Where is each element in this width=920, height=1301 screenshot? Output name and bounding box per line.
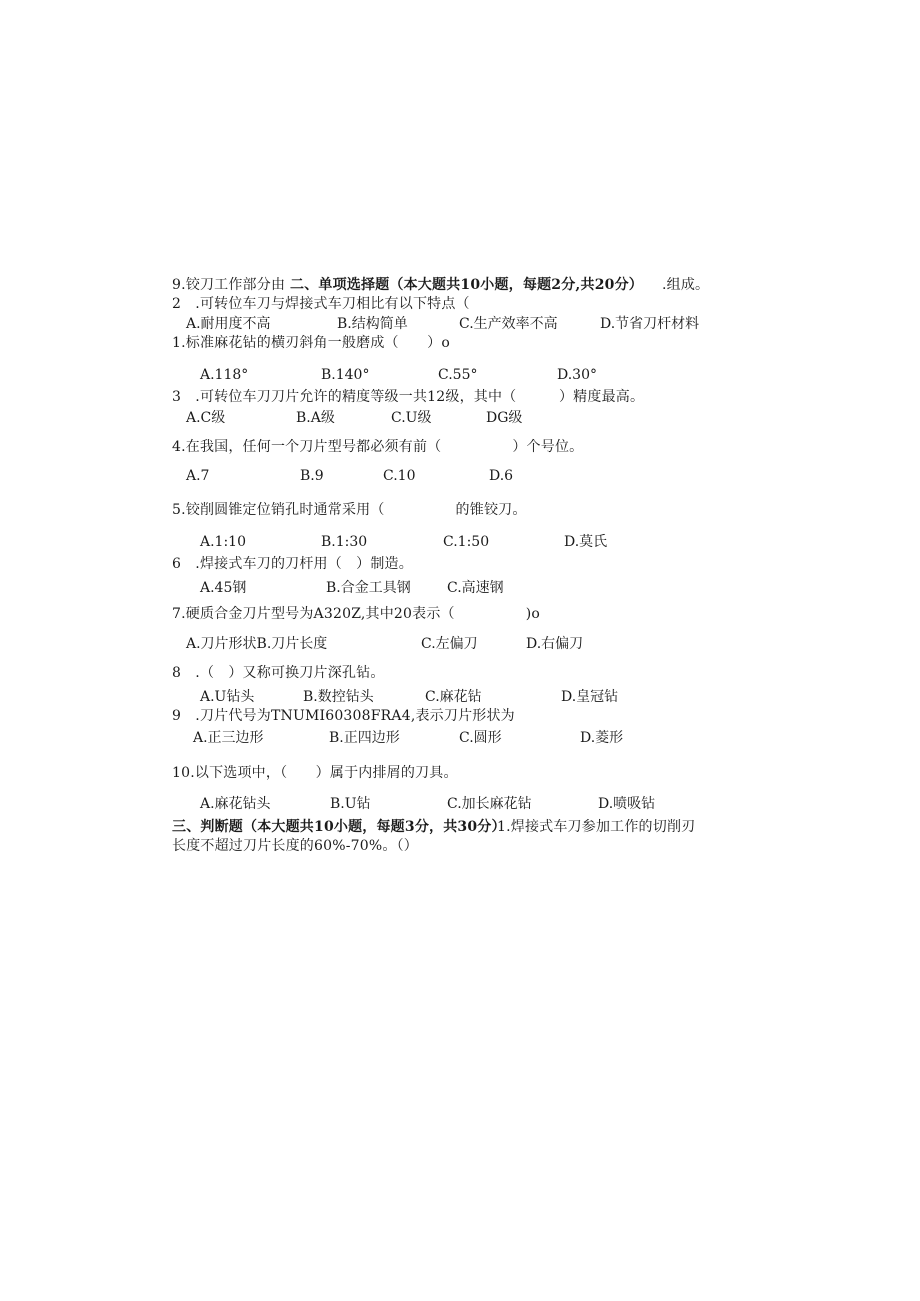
q10-option-d: D.喷吸钻 [598,796,656,812]
question-9-prefix: 9.铰刀工作部分由 [172,277,286,293]
question-10: 10.以下选项中，（ ）属于内排屑的刀具。 [172,765,458,781]
q3-option-c: C.U级 [391,410,432,426]
q4-option-a: A.7 [186,468,210,484]
q8-option-a: A.U钻头 [200,689,255,705]
question-3: 3 .可转位车刀刀片允许的精度等级一共12级，其中（ ）精度最高。 [172,389,645,405]
question-8: 8 .（ ）又称可换刀片深孔钻。 [172,665,385,681]
question-4: 4.在我国，任何一个刀片型号都必须有前（ ）个号位。 [172,439,584,455]
q2-option-c: C.生产效率不高 [459,316,558,332]
q3-option-b: B.A级 [296,410,335,426]
q6-option-a: A.45钢 [200,580,247,596]
q9-option-d: D.菱形 [580,730,624,746]
q5-option-a: A.1:10 [200,534,246,550]
q3-option-d: DG级 [486,410,523,426]
q1-option-b: B.140° [321,367,370,383]
section-3-heading: 三、判断题（本大题共10小题，每题3分，共30分） [172,819,506,835]
q8-option-d: D.皇冠钻 [561,689,619,705]
q4-option-d: D.6 [489,468,514,484]
q5-option-d: D.莫氏 [564,534,608,550]
question-9-suffix: .组成。 [662,277,710,293]
q1-option-a: A.118° [200,367,249,383]
q10-option-c: C.加长麻花钻 [447,796,532,812]
q6-option-b: B.合金工具钢 [326,580,411,596]
q6-option-c: C.高速钢 [447,580,504,596]
q10-option-b: B.U钻 [330,796,371,812]
q5-option-b: B.1:30 [321,534,368,550]
q7-option-c: C.左偏刀 [421,636,478,652]
judgement-question-1-part-a: 1.焊接式车刀参加工作的切削刃 [497,819,696,835]
question-6: 6 .焊接式车刀的刀杆用（ ）制造。 [172,556,413,572]
q4-option-b: B.9 [300,468,324,484]
question-7: 7.硬质合金刀片型号为A320Z,其中20表示（ )o [172,606,541,622]
question-2: 2 .可转位车刀与焊接式车刀相比有以下特点（ [172,296,470,312]
q5-option-c: C.1:50 [443,534,490,550]
q7-option-ab: A.刀片形状B.刀片长度 [186,636,328,652]
q1-option-c: C.55° [438,367,478,383]
q8-option-b: B.数控钻头 [303,689,374,705]
q4-option-c: C.10 [383,468,416,484]
question-5: 5.铰削圆锥定位销孔时通常采用（ 的锥铰刀。 [172,502,527,518]
q1-option-d: D.30° [557,367,597,383]
section-2-heading: 二、单项选择题（本大题共10小题，每题2分,共20分） [290,277,643,293]
q2-option-d: D.节省刀杆材料 [600,316,700,332]
q8-option-c: C.麻花钻 [425,689,482,705]
q3-option-a: A.C级 [186,410,226,426]
q9-option-c: C.圆形 [459,730,502,746]
q2-option-a: A.耐用度不高 [186,316,271,332]
question-9-shape: 9 .刀片代号为TNUMI60308FRA4,表示刀片形状为 [172,708,515,724]
judgement-question-1-part-b: 长度不超过刀片长度的60%-70%。（） [172,838,418,854]
q10-option-a: A.麻花钻头 [200,796,271,812]
q7-option-d: D.右偏刀 [526,636,584,652]
q9-option-b: B.正四边形 [329,730,400,746]
question-1: 1.标准麻花钻的横刃斜角一般磨成（ ）o [172,335,450,351]
q2-option-b: B.结构简单 [337,316,408,332]
q9-option-a: A.正三边形 [193,730,264,746]
